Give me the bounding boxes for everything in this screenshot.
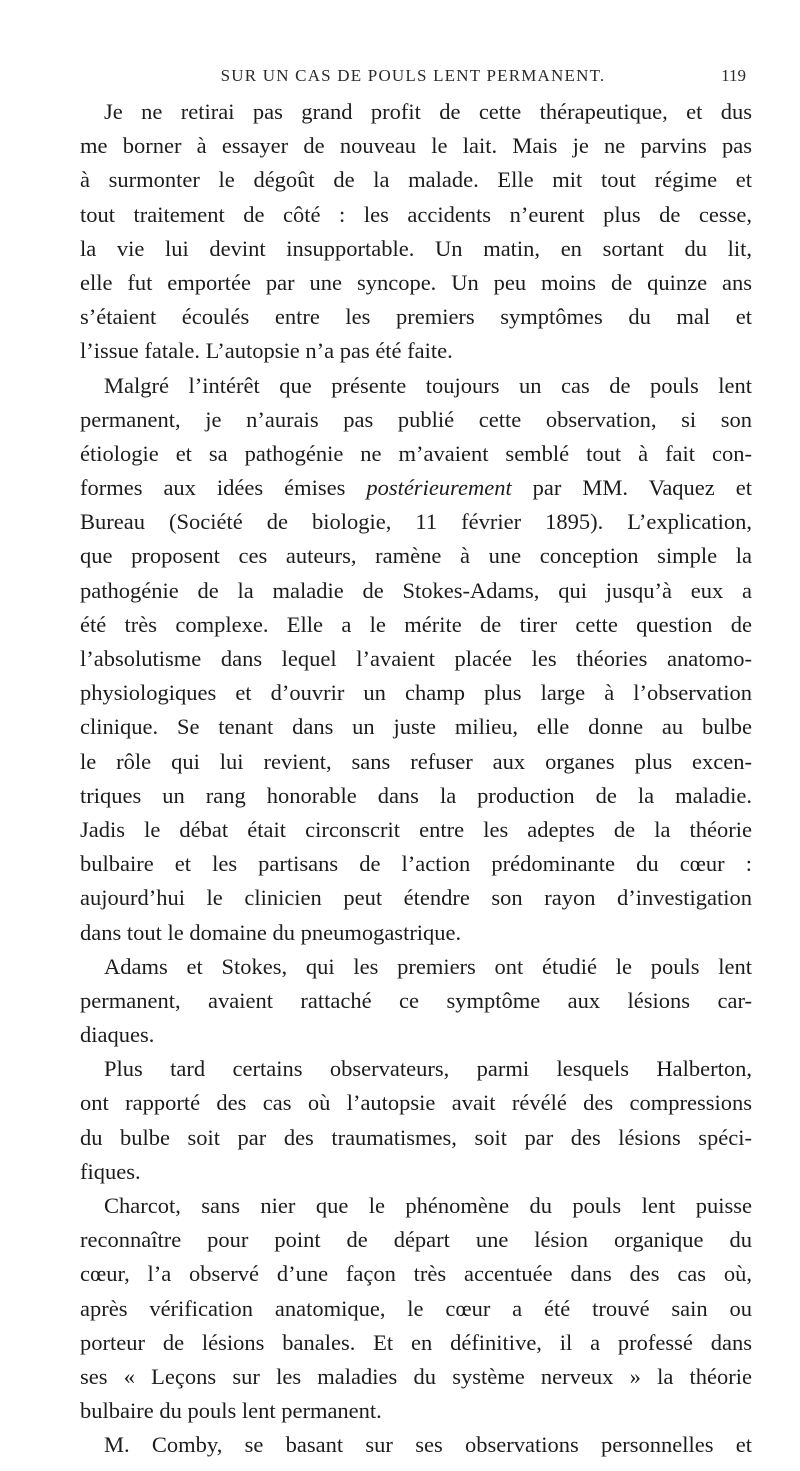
text-line: pathogénie de la maladie de Stokes-Adams, qui jusqu’à eux a <box>80 577 752 603</box>
text-line: l’issue fatale. L’autopsie n’a pas été faite. <box>80 338 453 364</box>
text-line: Plus tard certains observateurs, parmi lesquels Halberton, <box>104 1056 752 1082</box>
text-line: physiologiques et d’ouvrir un champ plus large à l’observation <box>80 680 752 706</box>
running-title: SUR UN CAS DE POULS LENT PERMANENT. <box>220 66 606 85</box>
text-line: reconnaître pour point de départ une lésion organique du <box>80 1227 752 1253</box>
text-line: porteur de lésions banales. Et en définitive, il a professé dans <box>80 1329 752 1355</box>
text-line: Bureau (Société de biologie, 11 février 1895). L’explication, <box>80 509 752 535</box>
text-line: été très complexe. Elle a le mérite de tirer cette question de <box>80 611 752 637</box>
text-line: cœur, l’a observé d’une façon très accentuée dans des cas où, <box>80 1261 752 1287</box>
text-line: diaques. <box>80 1022 155 1048</box>
text-line: clinique. Se tenant dans un juste milieu, elle donne au bulbe <box>80 714 752 740</box>
text-line: me borner à essayer de nouveau le lait. Mais je ne parvins pas <box>80 133 752 159</box>
text-line: tout traitement de côté : les accidents n’eurent plus de cesse, <box>80 201 752 227</box>
text-line: dans tout le domaine du pneumogastrique. <box>80 919 462 945</box>
text-line: elle fut emportée par une syncope. Un peu moins de quinze ans <box>80 269 752 295</box>
running-head <box>80 66 746 90</box>
text-line: bulbaire et les partisans de l’action prédominante du cœur : <box>80 851 752 877</box>
paragraph-4 <box>80 1052 752 1189</box>
text-line: Jadis le débat était circonscrit entre les adeptes de la théorie <box>80 816 752 842</box>
paragraph-1 <box>80 95 752 369</box>
text-line: aujourd’hui le clinicien peut étendre son rayon d’investigation <box>80 885 752 911</box>
paragraph-2 <box>80 369 752 950</box>
text-line: l’absolutisme dans lequel l’avaient placée les théories anatomo- <box>80 646 752 671</box>
text-line: à surmonter le dégoût de la malade. Elle mit tout régime et <box>80 167 752 193</box>
text-line: Je ne retirai pas grand profit de cette thérapeutique, et dus <box>104 99 752 124</box>
text-line: permanent, je n’aurais pas publié cette observation, si son <box>80 406 752 432</box>
text-line: après vérification anatomique, le cœur a été trouvé sain ou <box>80 1295 752 1321</box>
page-number: 119 <box>721 66 746 85</box>
text-line-with-italic <box>80 471 752 505</box>
text-line: fiques. <box>80 1158 141 1184</box>
text-fragment: par MM. Vaquez et <box>532 475 752 501</box>
text-line: permanent, avaient rattaché ce symptôme aux lésions car- <box>80 987 752 1013</box>
text-line: le rôle qui lui revient, sans refuser aux organes plus excen- <box>80 748 752 774</box>
paragraph-6 <box>80 1428 752 1462</box>
text-line: étiologie et sa pathogénie ne m’avaient semblé tout à fait con- <box>80 440 752 466</box>
paragraph-5 <box>80 1189 752 1428</box>
text-fragment: formes aux idées émises <box>80 475 346 501</box>
text-line: que proposent ces auteurs, ramène à une conception simple la <box>80 543 752 569</box>
italic-word: postérieurement <box>366 475 512 501</box>
text-line: triques un rang honorable dans la production de la maladie. <box>80 782 752 808</box>
text-line: bulbaire du pouls lent permanent. <box>80 1398 382 1424</box>
text-line: du bulbe soit par des traumatismes, soit par des lésions spéci- <box>80 1124 752 1150</box>
text-line: M. Comby, se basant sur ses observations personnelles et <box>104 1432 752 1458</box>
text-line: Malgré l’intérêt que présente toujours un cas de pouls lent <box>104 372 752 398</box>
paragraph-3 <box>80 950 752 1053</box>
text-line: ses « Leçons sur les maladies du système nerveux » la théorie <box>80 1363 752 1389</box>
text-line: la vie lui devint insupportable. Un matin, en sortant du lit, <box>80 235 752 261</box>
text-line: Charcot, sans nier que le phénomène du pouls lent puisse <box>104 1193 752 1218</box>
text-line: Adams et Stokes, qui les premiers ont étudié le pouls lent <box>104 953 752 979</box>
text-line: ont rapporté des cas où l’autopsie avait révélé des compressions <box>80 1090 752 1116</box>
text-line: s’étaient écoulés entre les premiers symptômes du mal et <box>80 304 752 330</box>
body-text <box>80 95 752 1463</box>
